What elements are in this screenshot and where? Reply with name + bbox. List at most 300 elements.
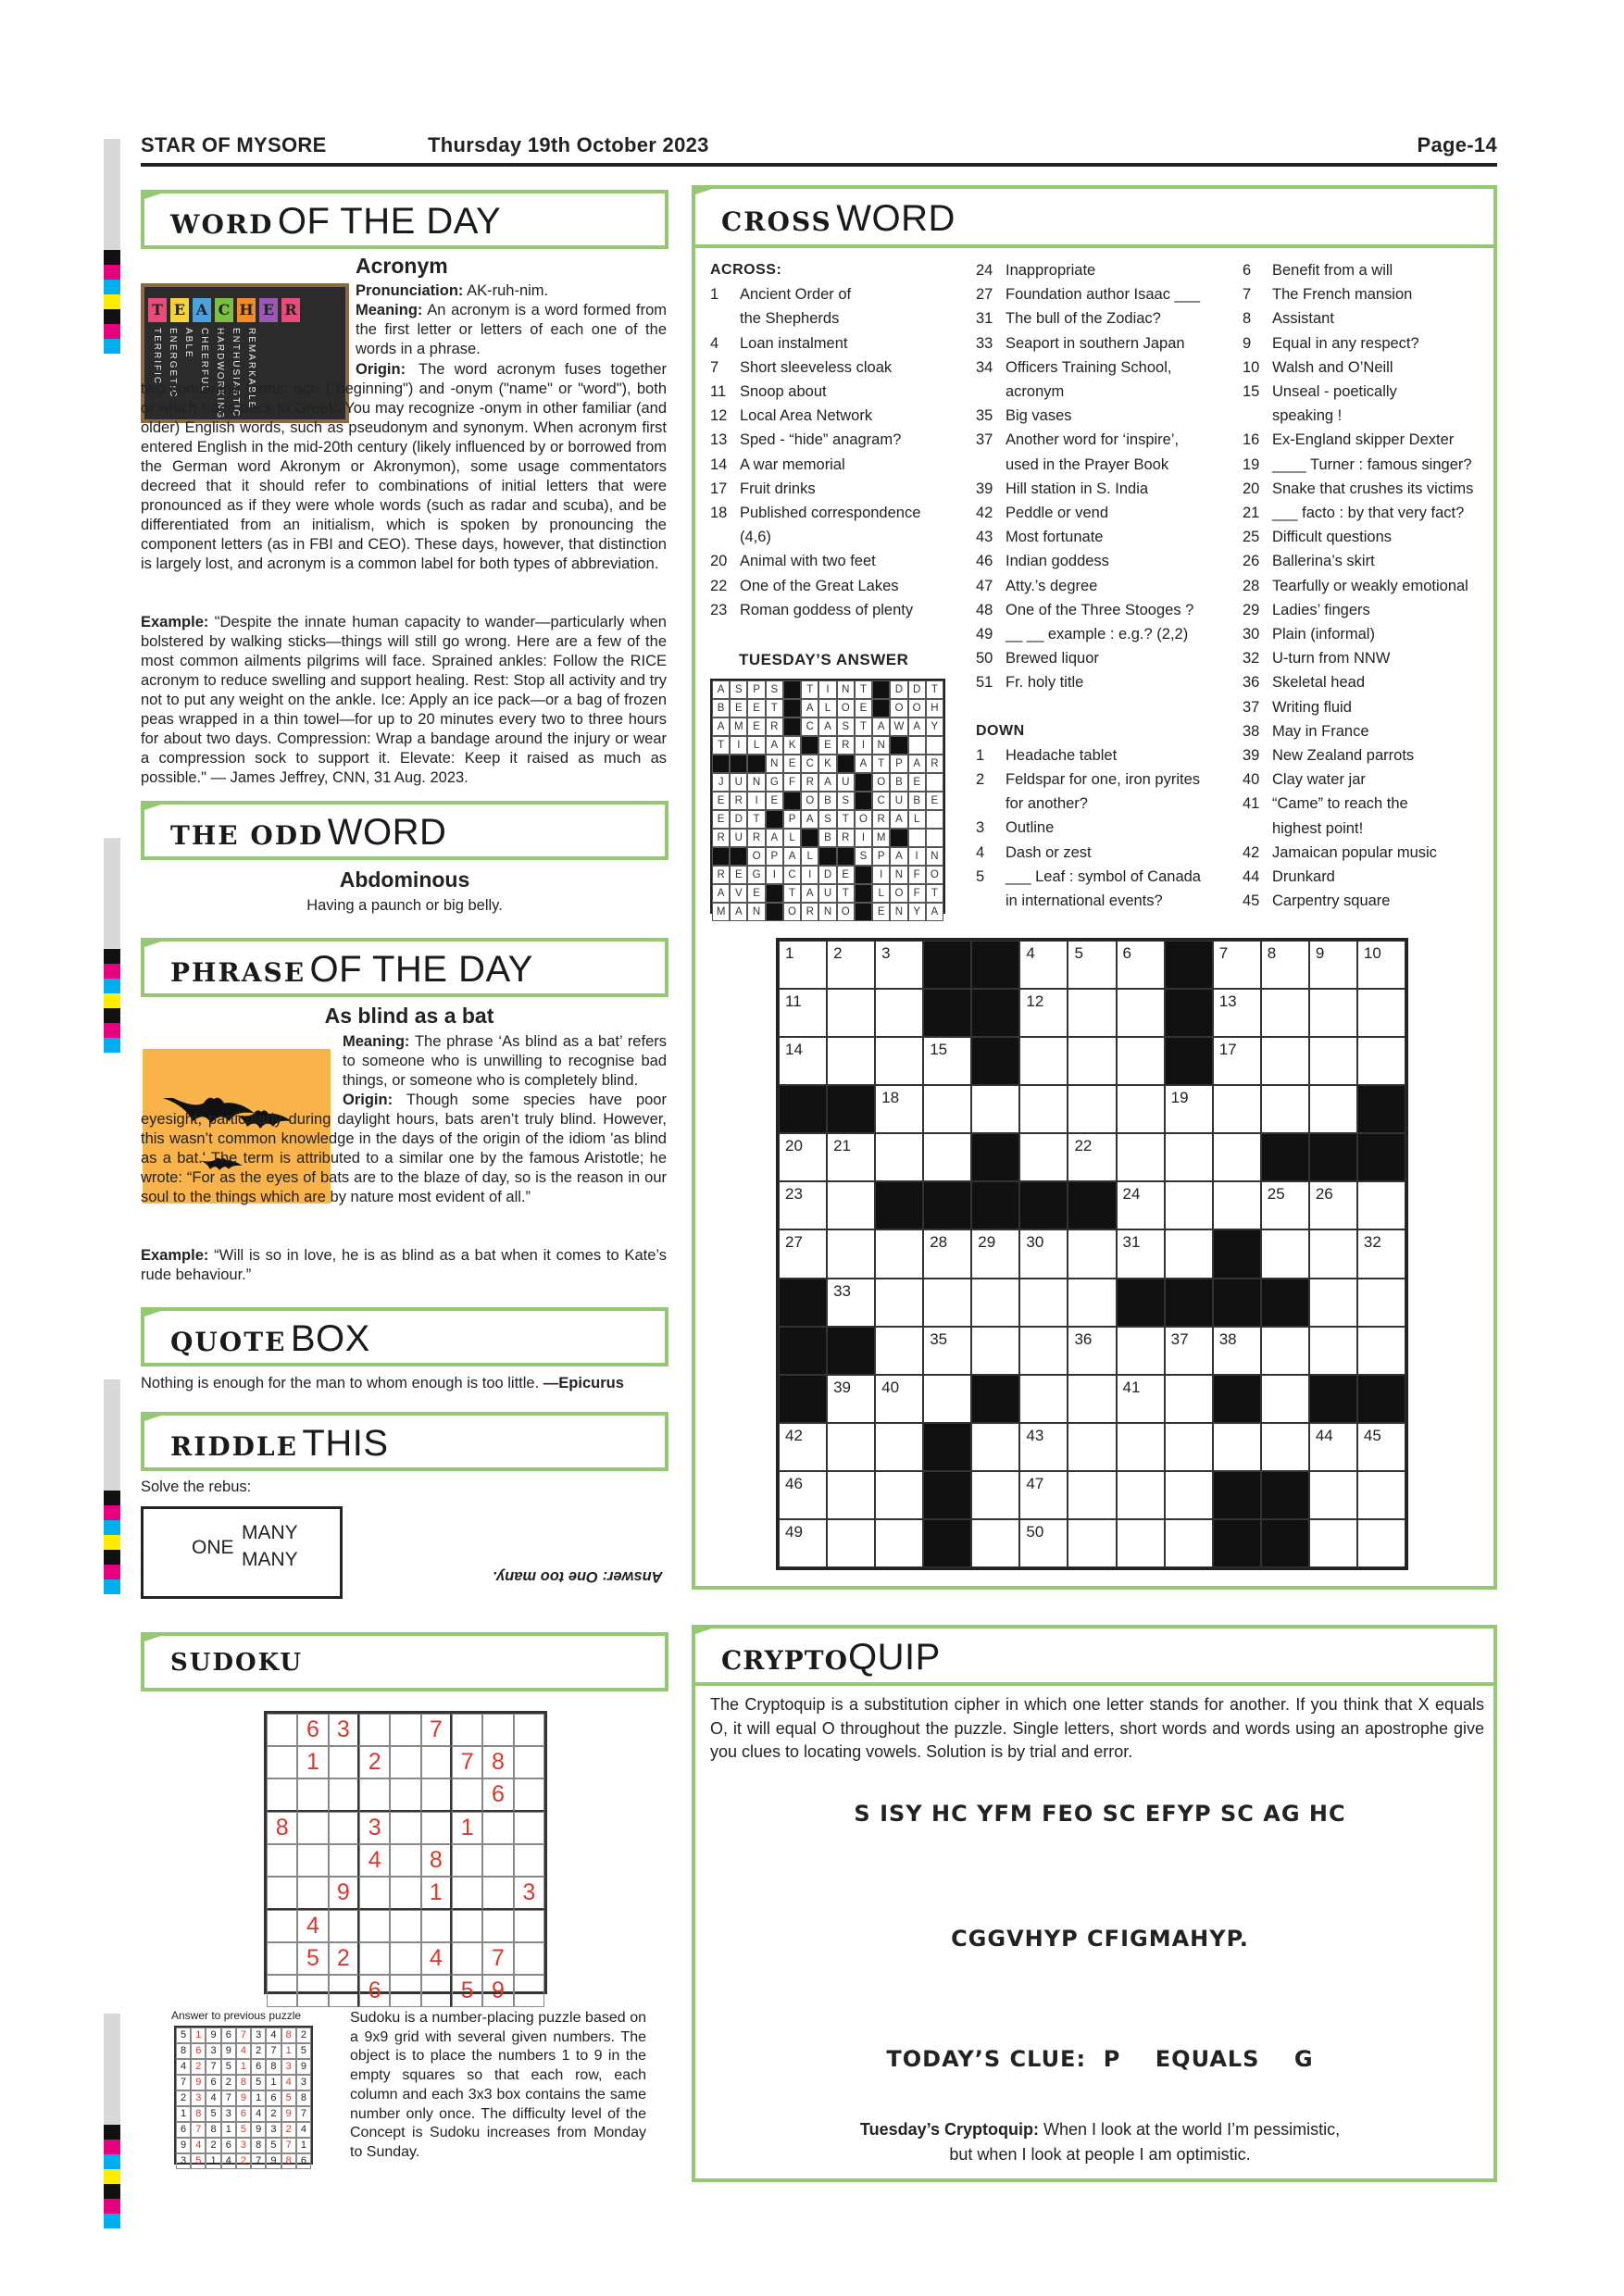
answer-black-cell	[783, 680, 801, 699]
crossword-cell[interactable]	[1117, 1133, 1165, 1181]
crossword-cell-number: 32	[1363, 1233, 1381, 1252]
crossword-cell[interactable]	[875, 1085, 923, 1133]
crossword-cell[interactable]	[1117, 1471, 1165, 1519]
crossword-cell[interactable]	[1357, 1037, 1405, 1085]
sudoku-cell: 7	[482, 1942, 513, 1975]
crossword-black-cell	[1019, 1181, 1068, 1229]
sudoku-cell[interactable]	[482, 1877, 513, 1910]
tuesday-answer-grid	[710, 679, 945, 917]
answer-cell: F	[783, 773, 801, 792]
clue-number: 51	[976, 674, 993, 692]
sudoku-grid[interactable]	[264, 1711, 547, 2003]
crossword-cell[interactable]	[875, 1133, 923, 1181]
word-of-day-word: Acronym	[356, 254, 448, 278]
sudoku-cell[interactable]	[267, 1975, 297, 2007]
clue-number: 32	[1243, 650, 1260, 668]
sudoku-cell[interactable]	[329, 1778, 359, 1812]
previous-answer-cell: 7	[251, 2153, 266, 2169]
answer-cell	[926, 810, 943, 829]
clue-number: 11	[710, 383, 727, 401]
sudoku-cell[interactable]	[329, 1746, 359, 1778]
clue	[710, 525, 960, 549]
crossword-cell[interactable]	[1068, 1085, 1116, 1133]
poster-flag-letter: E	[259, 298, 278, 322]
sudoku-cell[interactable]	[359, 1778, 390, 1812]
sudoku-cell[interactable]	[359, 1942, 390, 1975]
crossword-cell[interactable]	[971, 1229, 1019, 1278]
crossword-cell[interactable]	[1019, 1037, 1068, 1085]
sudoku-cell[interactable]	[267, 1910, 297, 1942]
sudoku-cell[interactable]	[329, 1975, 359, 2007]
crossword-cell[interactable]	[1019, 1229, 1068, 1278]
crossword-cell[interactable]	[1261, 1037, 1309, 1085]
crossword-cell[interactable]	[1357, 941, 1405, 989]
crossword-cell[interactable]	[1068, 1471, 1116, 1519]
crossword-cell[interactable]	[827, 1375, 875, 1423]
sudoku-cell[interactable]	[390, 1910, 420, 1942]
crossword-cell[interactable]	[779, 1037, 827, 1085]
crossword-cell[interactable]	[827, 1229, 875, 1278]
crossword-cell[interactable]	[827, 1133, 875, 1181]
clue-number: 9	[1243, 334, 1252, 352]
answer-black-cell	[872, 699, 890, 718]
clue-text: highest point!	[1272, 819, 1364, 837]
crossword-cell[interactable]	[827, 1037, 875, 1085]
crossword-cell[interactable]	[875, 1519, 923, 1567]
crossword-cell[interactable]	[1165, 1229, 1213, 1278]
answer-cell: I	[730, 736, 747, 755]
crossword-cell[interactable]	[827, 1471, 875, 1519]
crossword-cell[interactable]	[1309, 989, 1357, 1037]
crossword-cell-number: 27	[785, 1233, 803, 1252]
answer-black-cell	[801, 736, 818, 755]
sudoku-cell[interactable]	[482, 1812, 513, 1844]
clue-number: 45	[1243, 892, 1260, 910]
clue-text: May in France	[1272, 722, 1369, 740]
sudoku-cell[interactable]	[482, 1714, 513, 1746]
crossword-cell[interactable]	[1019, 941, 1068, 989]
sudoku-cell[interactable]	[267, 1714, 297, 1746]
crossword-cell[interactable]	[1068, 1519, 1116, 1567]
crossword-cell[interactable]	[1068, 989, 1116, 1037]
crossword-cell[interactable]	[1165, 1471, 1213, 1519]
answer-cell: N	[872, 736, 890, 755]
clue-number: 6	[1243, 262, 1252, 279]
crossword-cell[interactable]	[1019, 1085, 1068, 1133]
quote-line	[141, 1375, 624, 1392]
answer-cell: U	[890, 792, 907, 810]
crossword-cell[interactable]	[923, 1133, 971, 1181]
clue-number: 44	[1243, 868, 1260, 886]
sudoku-cell: 9	[329, 1877, 359, 1910]
crossword-cell[interactable]	[779, 941, 827, 989]
phrase-title-box	[141, 938, 668, 997]
crossword-cell[interactable]	[1261, 1423, 1309, 1471]
previous-answer-cell: 7	[236, 2028, 251, 2043]
crossword-cell[interactable]	[1165, 1423, 1213, 1471]
clue	[1243, 719, 1497, 743]
clue-text: Headache tablet	[1006, 746, 1118, 764]
crossword-cell-number: 44	[1315, 1426, 1333, 1444]
sudoku-cell[interactable]	[421, 1975, 452, 2007]
cryptoquip-line-1: S ISY HC YFM FEO SC EFYP SC AG HC	[854, 1801, 1346, 1827]
clue-number: 30	[1243, 626, 1260, 643]
sudoku-cell[interactable]	[452, 1778, 482, 1812]
crossword-cell[interactable]	[1019, 1375, 1068, 1423]
clue-text: Big vases	[1006, 407, 1072, 425]
clue-number: 16	[1243, 431, 1260, 449]
crossword-cell[interactable]	[1165, 1181, 1213, 1229]
answer-black-cell	[872, 680, 890, 699]
sudoku-cell[interactable]	[452, 1844, 482, 1877]
sudoku-cell[interactable]	[390, 1778, 420, 1812]
crossword-cell[interactable]	[1165, 1085, 1213, 1133]
crossword-cell[interactable]	[1068, 941, 1116, 989]
answer-black-cell	[730, 847, 747, 866]
crossword-cell[interactable]	[779, 1181, 827, 1229]
crossword-cell[interactable]	[1261, 1327, 1309, 1375]
answer-black-cell	[712, 755, 730, 773]
sudoku-cell[interactable]	[297, 1844, 328, 1877]
crossword-cell[interactable]	[1117, 1229, 1165, 1278]
crossword-cell[interactable]	[827, 1279, 875, 1327]
crossword-black-cell	[1165, 1279, 1213, 1327]
crossword-black-cell	[779, 1279, 827, 1327]
clues-column-2	[976, 258, 1244, 913]
clue-number: 13	[710, 431, 728, 449]
crossword-cell[interactable]	[779, 1471, 827, 1519]
clue-text: One of the Three Stooges ?	[1006, 601, 1194, 618]
sudoku-cell[interactable]	[267, 1844, 297, 1877]
cryptoquip-title-big: QUIP	[847, 1637, 941, 1678]
answer-cell: A	[908, 755, 926, 773]
crossword-cell-number: 36	[1074, 1329, 1093, 1348]
answer-cell: O	[801, 792, 818, 810]
clue	[1243, 841, 1497, 865]
crossword-cell[interactable]	[1117, 1181, 1165, 1229]
clue-number: 1	[710, 286, 719, 304]
crossword-cell[interactable]	[1213, 1327, 1261, 1375]
sudoku-cell[interactable]	[297, 1812, 328, 1844]
sudoku-cell[interactable]	[514, 1714, 544, 1746]
previous-answer-cell: 3	[206, 2043, 220, 2059]
crossword-cell[interactable]	[1309, 1471, 1357, 1519]
crossword-cell[interactable]	[971, 1519, 1019, 1567]
crossword-cell[interactable]	[971, 1471, 1019, 1519]
crossword-black-cell	[1261, 1519, 1309, 1567]
clue	[976, 380, 1244, 404]
sudoku-cell[interactable]	[452, 1910, 482, 1942]
sudoku-cell[interactable]	[514, 1812, 544, 1844]
answer-cell: T	[855, 680, 872, 699]
crossword-cell[interactable]	[1117, 1519, 1165, 1567]
answer-cell: B	[818, 792, 836, 810]
crossword-cell[interactable]	[1165, 1133, 1213, 1181]
crossword-cell[interactable]	[1019, 1471, 1068, 1519]
sudoku-cell[interactable]	[452, 1877, 482, 1910]
crossword-cell[interactable]	[971, 1423, 1019, 1471]
sudoku-cell[interactable]	[421, 1778, 452, 1812]
clue-text: Snake that crushes its victims	[1272, 480, 1474, 497]
crossword-cell[interactable]	[1261, 1181, 1309, 1229]
crossword-cell[interactable]	[1019, 1279, 1068, 1327]
sudoku-cell[interactable]	[329, 1910, 359, 1942]
crossword-cell[interactable]	[1068, 1423, 1116, 1471]
answer-black-cell	[730, 755, 747, 773]
riddle-title-big: THIS	[302, 1423, 389, 1464]
poster-word: CHEERFUL	[199, 328, 209, 393]
crossword-cell[interactable]	[1309, 1327, 1357, 1375]
crossword-cell[interactable]	[1357, 1181, 1405, 1229]
sudoku-cell[interactable]	[297, 1778, 328, 1812]
crossword-cell[interactable]	[971, 1327, 1019, 1375]
sudoku-cell[interactable]	[267, 1942, 297, 1975]
crossword-cell[interactable]	[779, 989, 827, 1037]
sudoku-cell[interactable]	[421, 1910, 452, 1942]
crossword-cell[interactable]	[1261, 941, 1309, 989]
crossword-cell[interactable]	[1213, 1423, 1261, 1471]
quote-text: Nothing is enough for the man to whom enough is too little.	[141, 1375, 540, 1391]
sudoku-cell[interactable]	[452, 1942, 482, 1975]
crossword-cell[interactable]	[1165, 1327, 1213, 1375]
crossword-cell[interactable]	[1309, 1423, 1357, 1471]
crossword-cell[interactable]	[1068, 1327, 1116, 1375]
crossword-cell[interactable]	[875, 1037, 923, 1085]
previous-answer-cell: 2	[296, 2028, 311, 2043]
sudoku-cell[interactable]	[297, 1877, 328, 1910]
crossword-cell[interactable]	[1117, 1037, 1165, 1085]
sudoku-cell[interactable]	[359, 1877, 390, 1910]
crossword-cell[interactable]	[1117, 1085, 1165, 1133]
crossword-cell[interactable]	[779, 1519, 827, 1567]
sudoku-cell[interactable]	[482, 1844, 513, 1877]
crossword-cell[interactable]	[1117, 1423, 1165, 1471]
clue-text: The bull of the Zodiac?	[1006, 310, 1161, 328]
clue	[1243, 380, 1497, 404]
crossword-cell[interactable]	[971, 1279, 1019, 1327]
title-flag	[695, 1625, 723, 1634]
sudoku-cell[interactable]	[390, 1942, 420, 1975]
crossword-cell[interactable]	[1309, 1519, 1357, 1567]
crossword-cell[interactable]	[1213, 1085, 1261, 1133]
answer-cell: I	[908, 847, 926, 866]
previous-answer-cell: 8	[236, 2075, 251, 2090]
crossword-cell[interactable]	[1117, 941, 1165, 989]
crossword-cell[interactable]	[875, 1375, 923, 1423]
sudoku-cell[interactable]	[390, 1844, 420, 1877]
clue-number: 29	[1243, 601, 1260, 618]
crossword-cell[interactable]	[827, 1519, 875, 1567]
crossword-cell[interactable]	[923, 1037, 971, 1085]
clue	[976, 792, 1244, 816]
crossword-cell-number: 26	[1315, 1185, 1333, 1204]
sudoku-cell[interactable]	[514, 1910, 544, 1942]
previous-answer-cell: 7	[281, 2138, 296, 2153]
crossword-cell-number: 21	[833, 1137, 851, 1155]
clue-text: Fruit drinks	[740, 480, 816, 497]
crossword-cell[interactable]	[1213, 1181, 1261, 1229]
crossword-cell[interactable]	[1165, 1375, 1213, 1423]
phrase-meaning: The phrase ‘As blind as a bat’ refers to someone who is unwilling to recognise bad things, or someone who is completely blind.	[343, 1033, 667, 1089]
crossword-title-small: CROSS	[721, 206, 832, 237]
answer-black-cell	[783, 699, 801, 718]
crossword-cell[interactable]	[779, 1229, 827, 1278]
crossword-cell[interactable]	[1213, 989, 1261, 1037]
previous-answer-cell: 3	[296, 2075, 311, 2090]
sudoku-cell[interactable]	[452, 1714, 482, 1746]
answer-cell: U	[837, 773, 855, 792]
answer-cell: I	[855, 736, 872, 755]
clue-number: 48	[976, 601, 993, 618]
crossword-cell[interactable]	[779, 1133, 827, 1181]
crossword-cell-number: 25	[1267, 1185, 1285, 1204]
previous-answer-cell: 8	[296, 2090, 311, 2106]
answer-black-cell	[837, 847, 855, 866]
sudoku-cell[interactable]	[514, 1844, 544, 1877]
crossword-cell[interactable]	[1357, 1471, 1405, 1519]
crossword-cell[interactable]	[1357, 1423, 1405, 1471]
crossword-cell[interactable]	[1357, 989, 1405, 1037]
crossword-black-cell	[923, 941, 971, 989]
crossword-cell[interactable]	[875, 1279, 923, 1327]
sudoku-cell[interactable]	[514, 1975, 544, 2007]
answer-black-cell	[766, 810, 783, 829]
crossword-cell-number: 42	[785, 1426, 803, 1444]
crossword-cell[interactable]	[779, 1423, 827, 1471]
crossword-cell[interactable]	[1068, 1037, 1116, 1085]
previous-answer-cell: 4	[191, 2138, 206, 2153]
crossword-cell[interactable]	[1068, 1375, 1116, 1423]
sudoku-cell[interactable]	[390, 1877, 420, 1910]
sudoku-cell[interactable]	[421, 1746, 452, 1778]
crossword-cell[interactable]	[827, 1423, 875, 1471]
clue-number: 36	[1243, 674, 1260, 692]
crossword-cell[interactable]	[1309, 1229, 1357, 1278]
poster-word: ENERGETIC	[168, 328, 178, 399]
clue-text: __ __ example : e.g.? (2,2)	[1006, 626, 1189, 643]
crossword-cell[interactable]	[1068, 1229, 1116, 1278]
crossword-cell[interactable]	[1213, 1037, 1261, 1085]
crossword-cell[interactable]	[1309, 941, 1357, 989]
sudoku-cell: 3	[329, 1714, 359, 1746]
clue	[1243, 453, 1497, 477]
sudoku-cell[interactable]	[514, 1746, 544, 1778]
crossword-cell[interactable]	[1117, 989, 1165, 1037]
crossword-cell[interactable]	[1068, 1279, 1116, 1327]
sudoku-cell[interactable]	[390, 1714, 420, 1746]
crossword-cell[interactable]	[1261, 1229, 1309, 1278]
sudoku-cell[interactable]	[421, 1812, 452, 1844]
clue-text: Drunkard	[1272, 868, 1335, 886]
sudoku-cell[interactable]	[297, 1975, 328, 2007]
sudoku-cell[interactable]	[514, 1942, 544, 1975]
clue	[1243, 501, 1497, 525]
crossword-cell[interactable]	[875, 1471, 923, 1519]
clue	[1243, 574, 1497, 598]
answer-cell: V	[730, 884, 747, 903]
crossword-cell[interactable]	[1068, 1133, 1116, 1181]
crossword-cell[interactable]	[1019, 989, 1068, 1037]
crossword-cell[interactable]	[1309, 1085, 1357, 1133]
previous-answer-cell: 9	[206, 2028, 220, 2043]
crossword-grid[interactable]	[776, 938, 1408, 1570]
crossword-cell[interactable]	[1019, 1327, 1068, 1375]
crossword-cell[interactable]	[1213, 941, 1261, 989]
crossword-cell[interactable]	[1019, 1519, 1068, 1567]
previous-answer-cell: 5	[296, 2043, 311, 2059]
sudoku-cell[interactable]	[514, 1778, 544, 1812]
crossword-cell[interactable]	[1309, 1181, 1357, 1229]
crossword-cell[interactable]	[1261, 1085, 1309, 1133]
crossword-cell[interactable]	[923, 1375, 971, 1423]
crossword-cell[interactable]	[1357, 1519, 1405, 1567]
crossword-cell[interactable]	[923, 1229, 971, 1278]
answer-cell: A	[818, 773, 836, 792]
crossword-cell[interactable]	[875, 941, 923, 989]
crossword-cell[interactable]	[923, 1327, 971, 1375]
sudoku-cell[interactable]	[390, 1746, 420, 1778]
sudoku-cell[interactable]	[359, 1910, 390, 1942]
crossword-cell[interactable]	[1019, 1133, 1068, 1181]
crossword-cell[interactable]	[923, 1085, 971, 1133]
crossword-cell[interactable]	[1309, 1037, 1357, 1085]
crossword-cell[interactable]	[827, 1181, 875, 1229]
crossword-cell[interactable]	[875, 1423, 923, 1471]
sudoku-cell[interactable]	[267, 1778, 297, 1812]
crossword-cell[interactable]	[1019, 1423, 1068, 1471]
sudoku-cell[interactable]	[359, 1714, 390, 1746]
crossword-cell[interactable]	[971, 1085, 1019, 1133]
sudoku-cell[interactable]	[329, 1812, 359, 1844]
previous-answer-cell: 1	[281, 2043, 296, 2059]
sudoku-cell[interactable]	[390, 1812, 420, 1844]
answer-cell: N	[926, 847, 943, 866]
crossword-cell[interactable]	[875, 989, 923, 1037]
clue-number: 28	[1243, 577, 1260, 594]
crossword-cell[interactable]	[1213, 1133, 1261, 1181]
crossword-cell[interactable]	[827, 989, 875, 1037]
crossword-cell[interactable]	[1309, 1279, 1357, 1327]
crossword-cell[interactable]	[1357, 1229, 1405, 1278]
crossword-cell[interactable]	[1261, 989, 1309, 1037]
sudoku-cell[interactable]	[482, 1910, 513, 1942]
clue-text: Clay water jar	[1272, 771, 1366, 789]
crossword-cell[interactable]	[875, 1229, 923, 1278]
sudoku-cell[interactable]	[267, 1877, 297, 1910]
crossword-cell[interactable]	[1357, 1327, 1405, 1375]
odd-word-word: Abdominous	[339, 867, 470, 892]
crossword-cell[interactable]	[827, 941, 875, 989]
origin-text: The word acronym fuses together two combining forms: acr- ("beginning") and -onym ("name" or "word"), both of which trace back to Greek. You may recognize -onym in other familiar (and older) English words, such as pseudonym and synonym. When acronym first entered English in the mid-20th century (likely influenced by or borrowed from the German word Akronym or Akronymon), some usage commentators decreed that it should refer to combinations of initial letters that were pronounced as if they were whole words (such as radar and scuba), and be differentiated from an initialism, which is spoken by pronouncing the component letters (as in FBI and CEO). These days, however, that distinction is largely lost, and acronym is a common label for both types of abbreviation.	[141, 361, 667, 572]
crossword-cell[interactable]	[923, 1279, 971, 1327]
odd-word-title-small: THE ODD	[170, 820, 324, 851]
crossword-cell[interactable]	[1261, 1375, 1309, 1423]
crossword-black-cell	[1213, 1279, 1261, 1327]
clue-number: 8	[1243, 310, 1252, 328]
crossword-cell-number: 15	[930, 1041, 948, 1059]
sudoku-cell[interactable]	[267, 1746, 297, 1778]
crossword-cell[interactable]	[875, 1327, 923, 1375]
crossword-cell[interactable]	[1117, 1375, 1165, 1423]
clue-text: Assistant	[1272, 310, 1334, 328]
crossword-cell[interactable]	[1165, 1519, 1213, 1567]
sudoku-cell[interactable]	[390, 1975, 420, 2007]
crossword-cell[interactable]	[1357, 1279, 1405, 1327]
clue	[710, 477, 960, 501]
crossword-black-cell	[875, 1181, 923, 1229]
sudoku-cell[interactable]	[329, 1844, 359, 1877]
crossword-cell[interactable]	[1117, 1327, 1165, 1375]
